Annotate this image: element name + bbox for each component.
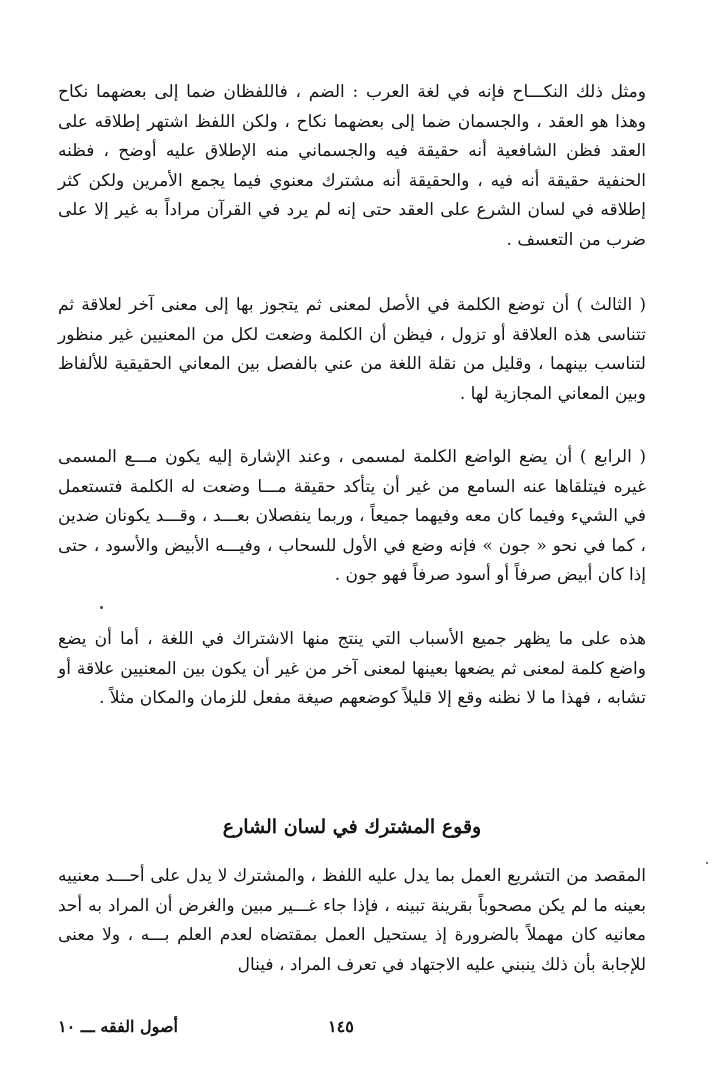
print-speck — [100, 606, 103, 609]
paragraph-legislation — [58, 862, 646, 980]
paragraph-summary — [58, 625, 646, 714]
paragraph-nikah — [58, 78, 646, 256]
paragraph-text: هذه على ما يظهر جميع الأسباب التي ينتج منها الاشتراك في اللغة ، أما أن يضع واضع كلمة لمعنى ثم يضعها بعينها لمعنى آخر من غير أن يكون بين المعنيين علاقة أو تشابه ، فهذا ما لا نظنه وقع إلا قليلاً كوضعهم صيغة مفعل للزمان والمكان مثلاً . — [58, 629, 646, 709]
page-number: ١٤٥ — [328, 1017, 354, 1036]
paragraph-text: ( الثالث ) أن توضع الكلمة في الأصل لمعنى ثم يتجوز بها إلى معنى آخر لعلاقة ثم تتناسى هذه العلاقة أو تزول ، فيظن أن الكلمة وضعت لكل من المعنيين غير منظور لتناسب بينهما ، وقليل من نقلة اللغة من عني بالفصل بين المعاني الحقيقية للألفاظ وبين المعاني المجازية لها . — [58, 295, 646, 404]
print-speck — [706, 862, 708, 864]
paragraph-fourth-cause — [58, 443, 646, 591]
paragraph-third-cause — [58, 291, 646, 409]
paragraph-text: ومثل ذلك النكـــاح فإنه في لغة العرب : الضم ، فاللفظان ضما إلى بعضهما نكاح وهذا هو العقد ، والجسمان ضما إلى بعضهما نكاح ، ولكن اللفظ اشتهر إطلاقه على العقد فظن الشافعية أنه حقيقة فيه والجسماني منه الإطلاق عليه أوضح ، فظنه الحنفية حقيقة أنه فيه ، والحقيقة أنه مشترك معنوي فيما يجمع الأمرين ولكن كثر إطلاقه في لسان الشرع على العقد حتى إنه لم يرد في القرآن مراداً به غير إلا على ضرب من التعسف . — [58, 82, 646, 250]
paragraph-text: المقصد من التشريع العمل بما يدل عليه اللفظ ، والمشترك لا يدل على أحـــد معنييه بعينه ما لم يكن مصحوباً بقرينة تبينه ، فإذا جاء غـــير مبين والغرض أن المراد به أحد معانيه كان مهملاً بالضرورة إذ يستحيل العمل بمقتضاه لعدم العلم بـــه ، ولا معنى للإجابة بأن ذلك ينبني عليه الاجتهاد في تعرف المراد ، فينال — [58, 866, 646, 975]
page-footer — [58, 1012, 646, 1042]
section-heading: وقوع المشترك في لسان الشارع — [222, 816, 482, 838]
paragraph-text: ( الرابع ) أن يضع الواضع الكلمة لمسمى ، وعند الإشارة إليه يكون مـــع المسمى غيره فيتلقاها عنه السامع من غير أن يتأكد حقيقة مـــا وضعت له الكلمة فتستعمل في الشيء وفيما كان معه وفيهما جميعاً ، وربما ينفصلان بعـــد ، وقـــد يكونان ضدين ، كما في نحو « جون » فإنه وضع في الأول للسحاب ، وفيـــه الأبيض والأسود ، حتى إذا كان أبيض صرفاً أو أسود صرفاً فهو جون . — [58, 447, 646, 586]
running-title: أصول الفقه ـــ ١٠ — [58, 1017, 178, 1036]
